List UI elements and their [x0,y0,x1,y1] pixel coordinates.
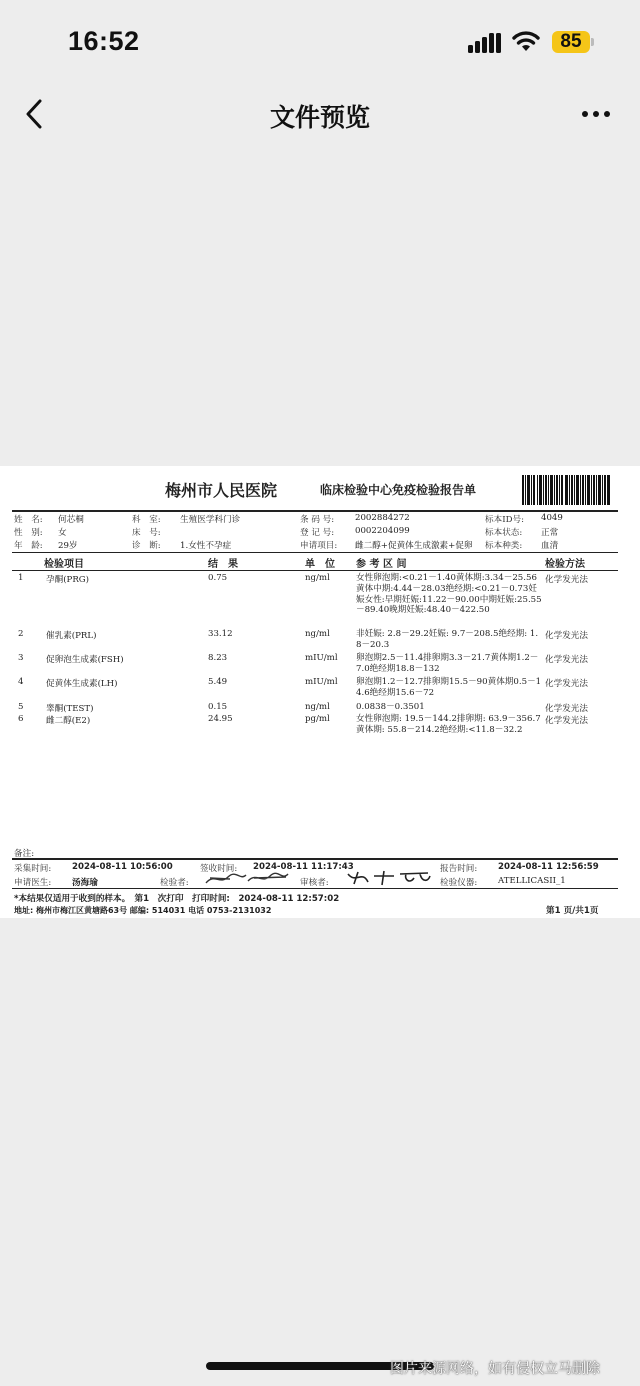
nav-bar [0,84,640,144]
bed-label: 床 号: [132,528,161,538]
row-number: 3 [18,653,24,663]
header-unit: 单 位 [305,559,335,570]
sample-state: 正常 [541,528,559,538]
diagnosis: 1.女性不孕症 [180,541,232,551]
divider [12,510,618,512]
tester-label: 检验者: [160,878,189,888]
sample-id-label: 标本ID号: [485,515,524,525]
reviewer-label: 审核者: [300,878,329,888]
report-time: 2024-08-11 12:56:59 [498,862,599,872]
battery-tip [591,38,594,46]
test-result: 33.12 [208,629,233,639]
hospital-name: 梅州市人民医院 [165,481,278,500]
test-unit: mIU/ml [305,677,338,687]
diagnosis-label: 诊 断: [132,541,161,551]
test-result: 5.49 [208,677,228,687]
sex-label: 性 别: [14,528,43,538]
document-preview[interactable] [0,466,640,918]
battery-indicator: 85 [552,31,590,53]
barcode-image [522,475,610,505]
more-options-button[interactable] [578,102,614,126]
test-result: 0.75 [208,573,228,583]
name-label: 姓 名: [14,515,43,525]
row-number: 1 [18,573,24,583]
patient-age: 29岁 [58,541,78,551]
barcode-label: 条 码 号: [300,515,335,525]
age-label: 年 龄: [14,541,43,551]
status-bar [0,0,640,84]
dept-label: 科 室: [132,515,161,525]
header-item: 检验项目 [44,559,84,570]
row-number: 5 [18,702,24,712]
patient-name: 何芯桐 [58,515,84,525]
sample-id: 4049 [541,513,563,523]
test-unit: ng/ml [305,629,330,639]
test-method: 化学发光法 [545,655,588,665]
row-number: 6 [18,714,24,724]
test-unit: ng/ml [305,702,330,712]
watermark-text: 图片来源网络，如有侵权立马删除 [390,1361,600,1377]
test-ref-range: 卵泡期1.2－12.7排卵期15.5－90黄体期0.5－14.6绝经期15.6－72 [356,677,542,698]
instrument: ATELLICASII_1 [498,876,566,886]
barcode-number: 2002884272 [355,513,410,523]
test-result: 24.95 [208,714,233,724]
test-ref-range: 非妊娠: 2.8－29.2妊娠: 9.7－208.5绝经期: 1.8－20.3 [356,629,539,650]
test-item: 睾酮(TEST) [46,704,94,714]
divider [12,570,618,571]
receive-time-label: 签收时间: [200,864,238,874]
test-item: 催乳素(PRL) [46,631,97,641]
report-title: 临床检验中心免疫检验报告单 [320,483,477,497]
divider [12,858,618,860]
test-result: 0.15 [208,702,228,712]
request-items: 雌二醇+促黄体生成激素+促卵 [355,541,473,551]
test-item: 雌二醇(E2) [46,716,91,726]
test-ref-range: 女性卵泡期:<0.21－1.40黄体期:3.34－25.56黄体中期:4.44－28.03绝经期:<0.21－0.73妊娠女性:早期妊娠:11.22－90.00中期妊娠:25.55－89.40晚期妊娠:48.40－422.50 [356,573,542,616]
sample-type: 血清 [541,541,559,551]
receive-time: 2024-08-11 11:17:43 [253,862,354,872]
signal-icon [468,33,501,53]
remark-label: 备注: [14,849,35,859]
test-method: 化学发光法 [545,631,588,641]
instrument-label: 检验仪器: [440,878,478,888]
test-method: 化学发光法 [545,679,588,689]
requesting-doctor: 汤海瑜 [72,878,98,888]
page-title: 文件预览 [269,103,370,132]
hospital-address: 地址: 梅州市梅江区黄塘路63号 邮编: 514031 电话 0753-2131032 [14,906,272,915]
doctor-label: 申请医生: [14,878,52,888]
reviewer-signature [344,868,436,886]
divider [12,888,618,889]
test-ref-range: 女性卵泡期: 19.5－144.2排卵期: 63.9－356.7黄体期: 55.8－214.2绝经期:<11.8－32.2 [356,714,541,735]
test-method: 化学发光法 [545,704,588,714]
patient-sex: 女 [58,528,67,538]
divider [12,552,618,553]
test-ref-range: 0.0838－0.3501 [356,702,425,712]
header-method: 检验方法 [545,559,585,570]
test-unit: pg/ml [305,714,330,724]
wifi-icon [512,30,540,52]
test-unit: ng/ml [305,573,330,583]
tester-signature [200,869,292,887]
test-method: 化学发光法 [545,575,588,585]
collect-time: 2024-08-11 10:56:00 [72,862,173,872]
test-method: 化学发光法 [545,716,588,726]
row-number: 4 [18,677,24,687]
sample-type-label: 标本种类: [485,541,523,551]
test-item: 促黄体生成素(LH) [46,679,118,689]
test-result: 8.23 [208,653,228,663]
reg-label: 登 记 号: [300,528,335,538]
page-number: 第1 页/共1页 [546,906,599,916]
report-time-label: 报告时间: [440,864,478,874]
test-item: 促卵泡生成素(FSH) [46,655,124,665]
collect-time-label: 采集时间: [14,864,52,874]
test-item: 孕酮(PRG) [46,575,90,585]
row-number: 2 [18,629,24,639]
request-label: 申请项目: [300,541,338,551]
header-ref: 参 考 区 间 [356,559,407,570]
reg-number: 0002204099 [355,526,410,536]
department: 生殖医学科门诊 [180,515,241,525]
test-unit: mIU/ml [305,653,338,663]
header-result: 结 果 [208,559,238,570]
sample-state-label: 标本状态: [485,528,523,538]
test-ref-range: 卵泡期2.5－11.4排卵期3.3－21.7黄体期1.2－7.0绝经期18.8－132 [356,653,539,674]
status-time: 16:52 [68,26,140,56]
print-note: *本结果仅适用于收到的样本。 第1 次打印 打印时间: 2024-08-11 12:57:02 [14,894,340,904]
